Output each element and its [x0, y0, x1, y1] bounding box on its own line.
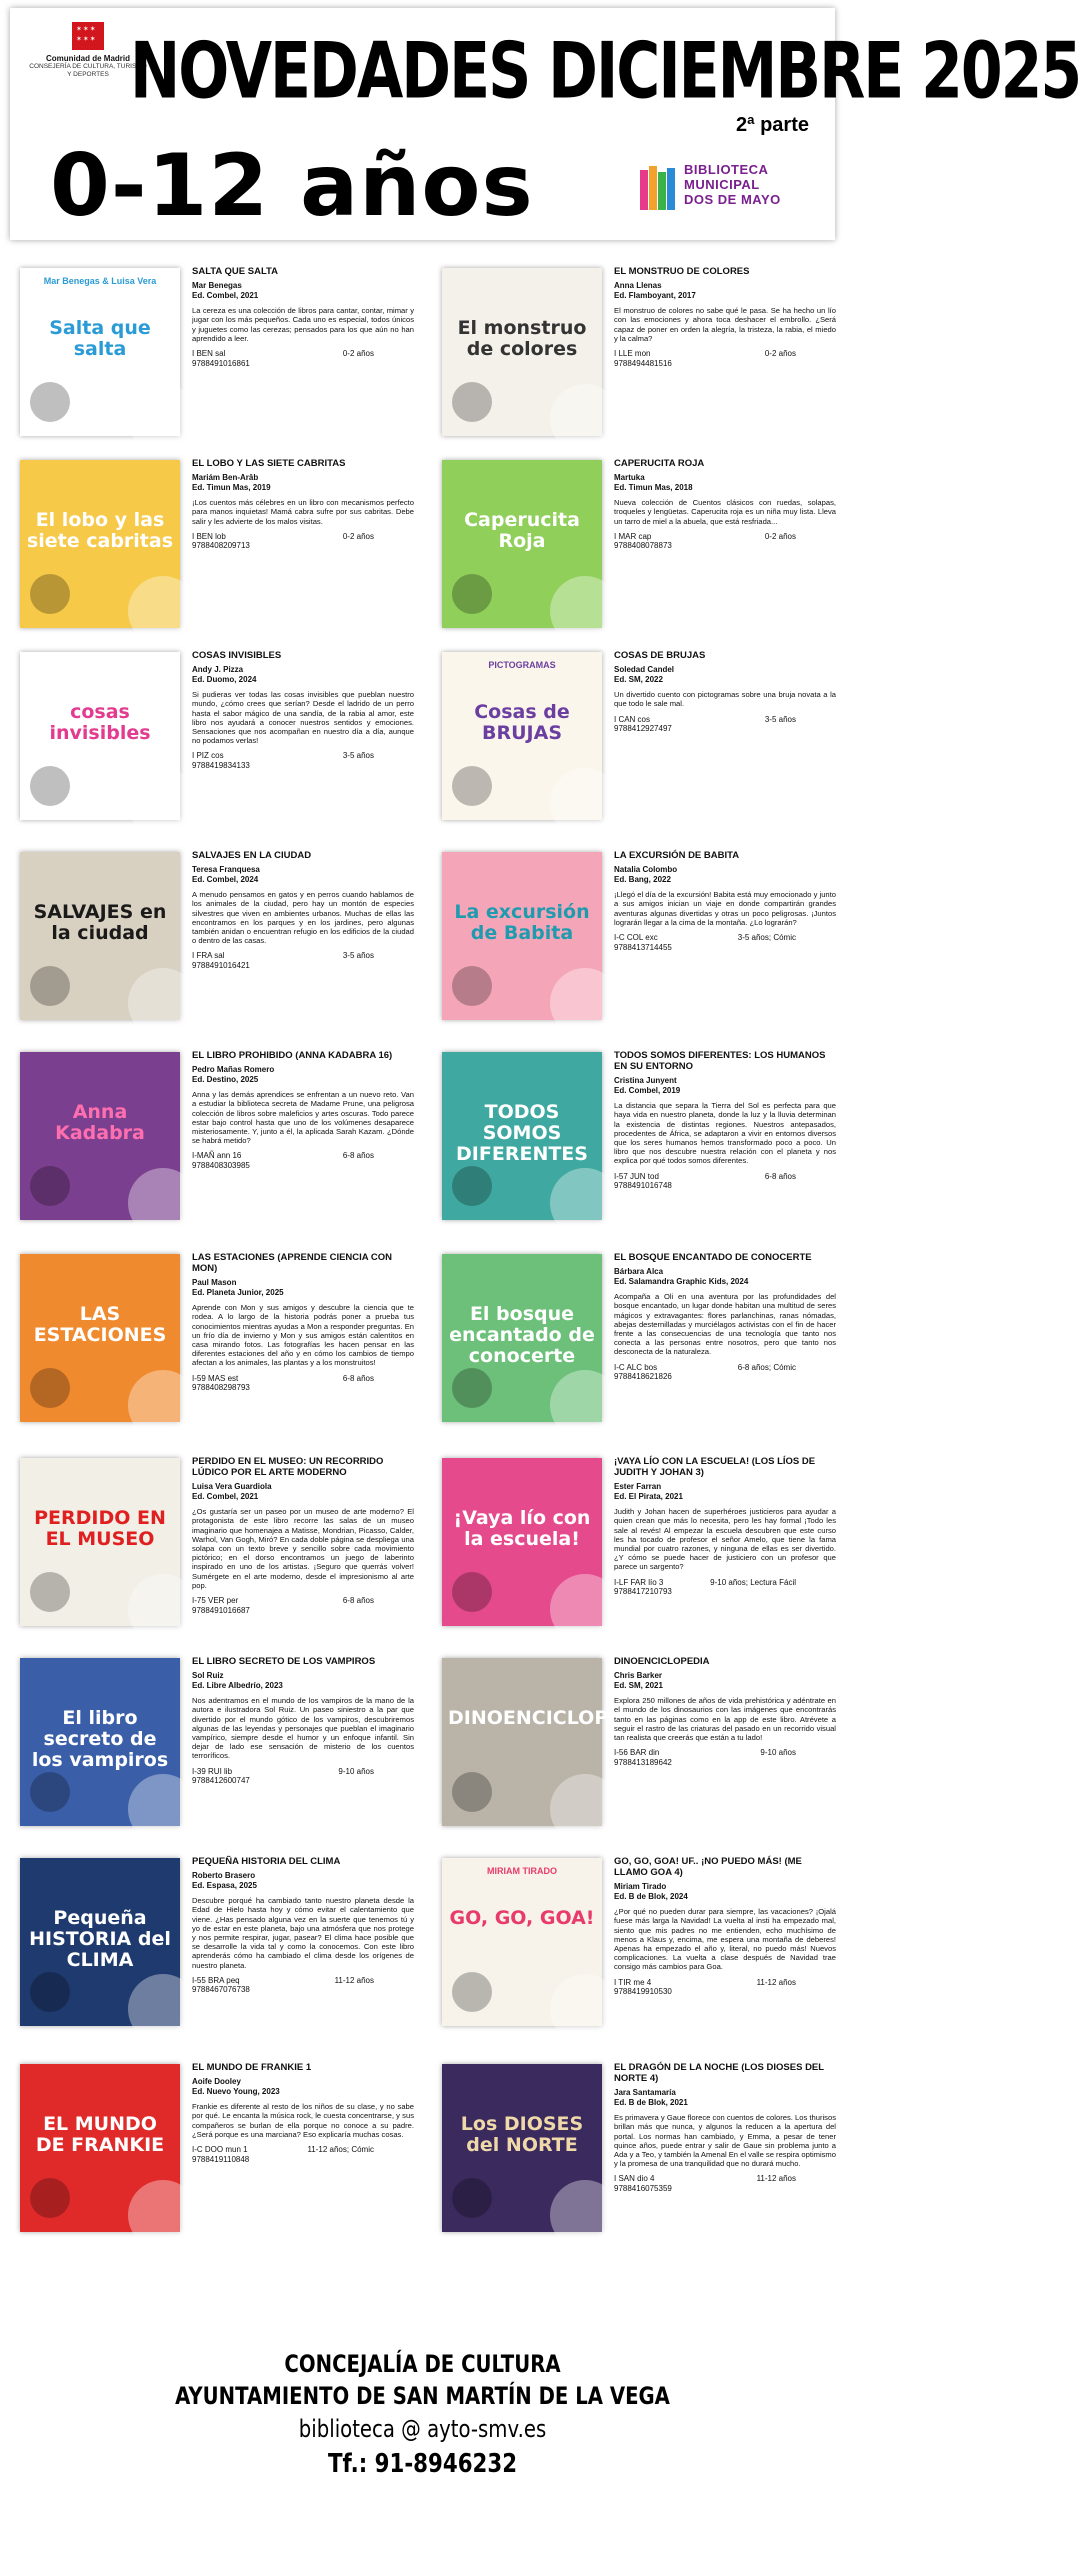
book-info [614, 1456, 836, 1597]
book-info [614, 1856, 836, 1997]
book-info [192, 2062, 414, 2164]
book-card [432, 262, 844, 454]
cover-title: DINOENCICLOPEDIA [448, 1707, 659, 1730]
footer-department: CONCEJALÍA DE CULTURA [284, 2350, 561, 2378]
book-description: Frankie es diferente al resto de los niños de su clase, y no sabe por qué. Le encanta la música rock, le cuesta concentrarse, y sus compañeros se burlan de ella porque no conoce a su padre. ¿Será porque es una marciana? Eso explicaría muchas cosas. [192, 2102, 414, 2139]
book-card [432, 1652, 844, 1844]
book-cover [442, 1458, 602, 1626]
book-isbn: 9788413189642 [614, 1757, 672, 1767]
book-cover [20, 1052, 180, 1220]
book-cover [442, 652, 602, 820]
cover-title: ¡Vaya lío con la escuela! [453, 1507, 591, 1551]
cover-title: Cosas de BRUJAS [474, 701, 570, 745]
book-publisher: Ed. Espasa, 2025 [192, 1880, 257, 1890]
book-title: EL BOSQUE ENCANTADO DE CONOCERTE [614, 1252, 812, 1263]
book-card [432, 1046, 844, 1238]
cover-title: El libro secreto de los vampiros [31, 1707, 169, 1772]
book-publisher: Ed. Combel, 2021 [192, 1491, 259, 1501]
book-card [432, 1452, 844, 1644]
book-cover [20, 268, 180, 436]
book-author: Mar Benegas [192, 281, 242, 290]
footer-council: AYUNTAMIENTO DE SAN MARTÍN DE LA VEGA [175, 2382, 670, 2410]
library-line1: BIBLIOTECA [684, 162, 769, 177]
book-info [192, 266, 414, 368]
book-call-number: I-75 VER per [192, 1596, 239, 1606]
book-card [432, 1852, 844, 2044]
book-age: 6-8 años [764, 1171, 796, 1181]
book-call-number: I-MAÑ ann 16 [192, 1151, 242, 1161]
book-call-number: I-LF FAR lío 3 [614, 1577, 664, 1587]
book-publisher: Ed. Planeta Junior, 2025 [192, 1287, 284, 1297]
book-publisher: Ed. Duomo, 2024 [192, 674, 257, 684]
book-title: PERDIDO EN EL MUSEO: UN RECORRIDO LÚDICO POR EL ARTE MODERNO [192, 1456, 384, 1478]
book-age: 9-10 años; Lectura Fácil [710, 1577, 796, 1587]
book-cover [442, 852, 602, 1020]
book-publisher: Ed. Nuevo Young, 2023 [192, 2086, 280, 2096]
book-author: Bárbara Alca [614, 1267, 664, 1276]
book-author: Martuka [614, 473, 645, 482]
cover-title: SALVAJES en la ciudad [33, 901, 167, 945]
book-cover [20, 460, 180, 628]
book-call-number: I-C DOO mun 1 [192, 2145, 248, 2154]
cover-title: cosas invisibles [49, 701, 151, 745]
book-author: Miriam Tirado [614, 1882, 667, 1891]
madrid-flag-icon: ✶✶✶ ✶✶✶ [72, 22, 104, 50]
book-age: 0-2 años [342, 531, 374, 541]
book-description: ¡Llegó el día de la excursión! Babita está muy emocionado y junto a sus amigos inician un viaje en donde compartirán grandes aventuras algunas divertidas y otras un poco peligrosas. ¡Juntos lograrán llegar a la cima de la montaña. ¿Lo lograrán? [614, 890, 836, 927]
book-title: EL LIBRO SECRETO DE LOS VAMPIROS [192, 1656, 376, 1667]
book-publisher: Ed. Bang, 2022 [614, 874, 671, 884]
book-info [614, 1050, 836, 1191]
book-card [432, 2058, 844, 2250]
book-info [614, 650, 836, 734]
book-description: Anna y las demás aprendices se enfrentan a un nuevo reto. Van a estudiar la biblioteca secreta de Madame Prune, una peligrosa colección de libros sobre maleficios y artes oscuras. Todo parece estar bajo control hasta que uno de los volúmenes desaparece misteriosamente. Y, junto a él, la aplicada Sarah Kazam. ¿Dónde se habrá metido? [192, 1090, 414, 1146]
book-description: ¡Los cuentos más célebres en un libro con mecanismos perfecto para manos inquietas! Mamá cabra sufre por sus cabritas. Debe salir y les advierte de los malos visitas. [192, 498, 414, 526]
book-call-number: I-39 RUI lib [192, 1766, 233, 1776]
book-info [192, 458, 414, 551]
book-info [192, 850, 414, 971]
book-publisher: Ed. Timun Mas, 2018 [614, 482, 693, 492]
book-author: Mariám Ben-Arâb [192, 473, 259, 482]
book-info [614, 266, 836, 368]
book-isbn: 9788408298793 [192, 1383, 250, 1393]
book-isbn: 9788416075359 [614, 2184, 672, 2193]
book-card [10, 1452, 422, 1644]
cover-title: El bosque encantado de conocerte [449, 1303, 595, 1368]
book-publisher: Ed. Timun Mas, 2019 [192, 482, 271, 492]
book-age: 6-8 años [342, 1373, 374, 1383]
book-isbn: 9788467076738 [192, 1985, 250, 1995]
book-description: La cereza es una colección de libros para cantar, contar, mimar y jugar con los más pequeños. Cada uno es especial, todos únicos y juguetes como las cerezas; pensados para los que aún no han aprendido a leer. [192, 306, 414, 343]
book-age: 9-10 años [760, 1748, 796, 1758]
book-cover [20, 1254, 180, 1422]
book-card [10, 1046, 422, 1238]
book-author: Teresa Franquesa [192, 865, 260, 874]
cover-title: TODOS SOMOS DIFERENTES [456, 1101, 588, 1166]
book-title: EL LIBRO PROHIBIDO (ANNA KADABRA 16) [192, 1050, 393, 1061]
book-publisher: Ed. El Pirata, 2021 [614, 1491, 683, 1501]
book-author: Andy J. Pizza [192, 665, 244, 674]
book-author: Jara Santamaría [614, 2088, 676, 2097]
book-title: LAS ESTACIONES (APRENDE CIENCIA CON MON) [192, 1252, 393, 1274]
book-card [10, 454, 422, 646]
book-isbn: 9788491016861 [192, 358, 250, 368]
book-author: Paul Mason [192, 1278, 237, 1287]
book-author: Ester Farran [614, 1482, 662, 1491]
book-title: EL MUNDO DE FRANKIE 1 [192, 2062, 312, 2073]
book-description: Un divertido cuento con pictogramas sobre una bruja novata a la que todo le sale mal. [614, 690, 836, 709]
book-isbn: 9788408209713 [192, 541, 250, 551]
book-card [432, 646, 844, 838]
book-cover [20, 2064, 180, 2232]
book-info [192, 1456, 414, 1615]
book-card [10, 1652, 422, 1844]
page-title: NOVEDADES DICIEMBRE 2025 [130, 26, 1080, 117]
book-author: Luisa Vera Guardiola [192, 1482, 272, 1491]
age-range: 0-12 años [50, 136, 534, 236]
book-description: A menudo pensamos en gatos y en perros cuando hablamos de los animales de la ciudad, pero hay un montón de especies silvestres que viven en ambientes urbanos. Muchas de ellas las encontramos en los parques y en los jardines, pero algunas también anidan o encuentran refugio en los edificios de la ciudad o dentro de las casas. [192, 890, 414, 946]
book-age: 9-10 años [338, 1766, 374, 1776]
book-isbn: 9788413714455 [614, 942, 672, 952]
book-isbn: 9788417210793 [614, 1587, 672, 1597]
book-call-number: I-59 MAS est [192, 1373, 239, 1383]
book-card [10, 846, 422, 1038]
cam-line1: Comunidad de Madrid [46, 54, 130, 63]
book-call-number: I-C COL exc [614, 933, 658, 942]
book-title: ¡VAYA LÍO CON LA ESCUELA! (LOS LÍOS DE JUDITH Y JOHAN 3) [614, 1456, 816, 1478]
cam-line2: CONSEJERÍA DE CULTURA, TURISMO Y DEPORTES [29, 63, 147, 78]
book-author: Roberto Brasero [192, 1871, 256, 1880]
book-isbn: 9788491016421 [192, 961, 250, 970]
book-description: Nueva colección de Cuentos clásicos con ruedas, solapas, troqueles y lengüetas. Caperucita roja es un niña muy lista. Lleva un tarro de miel a la abuela, que está resfriada... [614, 498, 836, 526]
cover-title: Caperucita Roja [464, 509, 580, 553]
book-title: EL MONSTRUO DE COLORES [614, 266, 750, 277]
header [10, 8, 1080, 240]
book-cover [442, 460, 602, 628]
book-description: Aprende con Mon y sus amigos y descubre la ciencia que te rodea. A lo largo de la historia podrás poner a prueba tus conocimientos mientras ayudas a Mon a responder preguntas. En un frío día de invierno y Mon y sus amigos están calentitos en casa mirando fotos. Las fotografías les hacen pensar en las diferentes estaciones del año y en cómo los cambios de tiempo afectan a los animales, las plantas y a los monstruitos! [192, 1303, 414, 1368]
book-age: 3-5 años [764, 714, 796, 724]
cover-title: El monstruo de colores [457, 317, 587, 361]
book-info [614, 1252, 836, 1382]
book-cover [20, 1858, 180, 2026]
book-publisher: Ed. SM, 2022 [614, 674, 663, 684]
book-description: Nos adentramos en el mundo de los vampiros de la mano de la autora e ilustradora Sol Ruiz. Un paseo siniestro a la par que divertido por el mundo gótico de los vampiros, descubriremos algunas de las leyendas y personajes que pueblan el imaginario vampírico, siempre desde el humor y un enfoque infantil. Sin dejar de lado ese sensación de misterio de los cuentos terroríficos. [192, 1696, 414, 1761]
book-description: El monstruo de colores no sabe qué le pasa. Se ha hecho un lío con las emociones y ahora toca deshacer el embrollo. ¿Será capaz de poner en orden la alegría, la tristeza, la rabia, el miedo y la calma? [614, 306, 836, 343]
book-publisher: Ed. Combel, 2024 [192, 874, 259, 884]
book-info [192, 1856, 414, 1995]
library-logo [638, 158, 818, 218]
book-card [10, 262, 422, 454]
book-cover [20, 1658, 180, 1826]
book-isbn: 9788419910530 [614, 1987, 672, 1997]
book-description: Judith y Johan hacen de superhéroes justicieros para ayudar a quien crean que más lo necesita, pero les hay formal ¡Todo les sale al revés! Al empezar la escuela descubren que este curso les ha tocado de profesor el señor Amelo, que tiene la fama mundial por cuatro razones, y ninguna de ellas es ser divertido. ¿Y cómo se puede hacer de justiciero con un profesor que parece un sargento? [614, 1507, 836, 1572]
book-call-number: I MAR cap [614, 531, 652, 541]
book-age: 11-12 años [756, 1977, 796, 1987]
book-isbn: 9788408303985 [192, 1161, 250, 1170]
book-cover [442, 2064, 602, 2232]
book-card [10, 646, 422, 838]
book-title: SALVAJES EN LA CIUDAD [192, 850, 312, 861]
book-publisher: Ed. Combel, 2019 [614, 1085, 681, 1095]
book-age: 11-12 años [756, 2174, 796, 2184]
book-call-number: I TIR me 4 [614, 1977, 652, 1987]
cover-title: Los DIOSES del NORTE [460, 2113, 584, 2157]
book-call-number: I SAN dio 4 [614, 2174, 655, 2184]
book-age: 6-8 años [342, 1596, 374, 1606]
footer-phone[interactable]: Tf.: 91-8946232 [327, 2449, 518, 2479]
book-cover [442, 268, 602, 436]
book-info [192, 1050, 414, 1171]
cover-title: El lobo y las siete cabritas [26, 509, 174, 553]
book-info [192, 1656, 414, 1786]
book-publisher: Ed. B de Blok, 2024 [614, 1891, 688, 1901]
book-isbn: 9788412600747 [192, 1776, 250, 1786]
book-publisher: Ed. Salamandra Graphic Kids, 2024 [614, 1276, 749, 1286]
part-label: 2ª parte [736, 114, 809, 136]
book-isbn: 9788408078873 [614, 541, 672, 551]
cover-title: Pequeña HISTORIA del CLIMA [29, 1907, 171, 1972]
cover-author: Mar Benegas & Luisa Vera [43, 276, 157, 286]
book-isbn: 9788418621826 [614, 1372, 672, 1382]
footer-email[interactable]: biblioteca @ ayto-smv.es [298, 2415, 547, 2443]
book-call-number: I PIZ cos [192, 751, 224, 761]
book-card [432, 454, 844, 646]
book-info [614, 2062, 836, 2194]
book-cover [442, 1858, 602, 2026]
book-card [10, 2058, 422, 2250]
book-title: CAPERUCITA ROJA [614, 458, 705, 469]
book-call-number: I-55 BRA peq [192, 1975, 240, 1985]
book-cover [20, 652, 180, 820]
book-description: Es primavera y Gaue florece con cuentos de colores. Los thurisos brillan más que nunca, y algunos la reducen a la apertura del portal. Los normas han cambiado, y Emma, a pesar de tener quince años, puede entrar y salir de Gaue sin problema junto a Ada y a Teo, y también la Amenal En el valle se respira optimismo y la promesa de una tranquilidad que no durará mucho. [614, 2113, 836, 2169]
book-author: Natalia Colombo [614, 865, 678, 874]
book-isbn: 9788419834133 [192, 761, 250, 770]
book-info [192, 650, 414, 771]
library-line3: DOS DE MAYO [684, 192, 781, 207]
book-description: ¿Os gustaría ser un paseo por un museo de arte moderno? El protagonista de este libro recorre las salas de un museo imaginario que homenajea a Matisse, Mondrian, Picasso, Calder, Warhol, Van Gogh, Miró? En cada doble página se despliega una solapa con un texto breve y sencillo sobre cada movimiento pictórico; en el dorso encontramos un juego de laberinto inspirado en uno de los artistas. ¡Seguro que querrás volver! Sumérgete en el arte moderno, desde el impresionismo al arte pop. [192, 1507, 414, 1590]
book-title: EL DRAGÓN DE LA NOCHE (LOS DIOSES DEL NORTE 4) [614, 2062, 824, 2084]
book-description: Acompaña a Oli en una aventura por las profundidades del bosque encantado, un lugar donde habitan una multitud de seres mágicos y extravagantes: flores parlanchinas, ranas nómadas, abejas desternilladas y murciélagos activistas con el fin de hacer frente a las consecuencias de una tecnología que tanto nos conecta a las personas entre nosotros, pero que tanto nos desconecta de la naturaleza. [614, 1292, 836, 1357]
cover-author: MIRIAM TIRADO [487, 1866, 557, 1876]
book-call-number: I CAN cos [614, 714, 651, 724]
book-description: Descubre porqué ha cambiado tanto nuestro planeta desde la Edad de Hielo hasta hoy y cómo evitar el calentamiento que viene. ¿Has pensado alguna vez en la suerte que tenemos tú y yo de estar en este planeta, bajo una atmósfera que nos protege y nos permite respirar, jugar, pasear? El clima hace posible que se desarrolle la vida tal y como la conocemos. Con este libro aprenderás cómo ha cambiado el clima desde los orígenes de nuestro planeta. [192, 1896, 414, 1970]
book-info [192, 1252, 414, 1393]
book-title: EL LOBO Y LAS SIETE CABRITAS [192, 458, 346, 469]
cover-author: PICTOGRAMAS [488, 660, 556, 670]
book-card [10, 1248, 422, 1440]
cover-title: PERDIDO EN EL MUSEO [34, 1507, 166, 1551]
cover-title: Anna Kadabra [55, 1101, 145, 1145]
book-call-number: I LLE mon [614, 349, 651, 358]
book-description: ¿Por qué no pueden durar para siempre, las vacaciones? ¡Ojalá fuese más larga la Navidad! La vuelta al insti ha empezado mal, siento que mis padres no me entienden, echo muchísimo de menos a Klaus y, encima, me espera una montaña de deberes! Apenas ha empezado el año y, literal, no puedo más! Nuevos complicaciones. La vuelta a clase después de Navidad trae consigo más cambios para Goa. [614, 1907, 836, 1972]
book-info [614, 1656, 836, 1767]
book-title: PEQUEÑA HISTORIA DEL CLIMA [192, 1856, 341, 1867]
book-cover [442, 1052, 602, 1220]
book-age: 6-8 años [342, 1151, 374, 1161]
book-title: COSAS INVISIBLES [192, 650, 282, 661]
cover-title: EL MUNDO DE FRANKIE [35, 2113, 165, 2157]
book-description: Explora 250 millones de años de vida prehistórica y adéntrate en el mundo de los dinosaurios con las imágenes que encontrarás tanto en las páginas como en la app de este libro. Atrévete a seguir el rastro de las criaturas del pasado en un recorrido visual tan realista que creerás que están a tu lado! [614, 1696, 836, 1742]
book-call-number: I FRA sal [192, 951, 225, 961]
book-call-number: I BEN lob [192, 531, 226, 541]
book-card [432, 846, 844, 1038]
book-call-number: I-57 JUN tod [614, 1171, 659, 1181]
book-author: Sol Ruiz [192, 1671, 224, 1680]
book-title: LA EXCURSIÓN DE BABITA [614, 850, 740, 861]
library-line2: MUNICIPAL [684, 177, 760, 192]
book-author: Pedro Mañas Romero [192, 1065, 275, 1074]
book-call-number: I BEN sal [192, 349, 226, 358]
book-publisher: Ed. B de Blok, 2021 [614, 2097, 688, 2107]
book-author: Chris Barker [614, 1671, 663, 1680]
book-isbn: 9788419110848 [192, 2154, 250, 2164]
book-publisher: Ed. SM, 2021 [614, 1680, 663, 1690]
book-author: Aoife Dooley [192, 2077, 241, 2086]
book-title: DINOENCICLOPEDIA [614, 1656, 710, 1667]
book-age: 0-2 años [764, 531, 796, 541]
book-author: Soledad Candel [614, 665, 675, 674]
book-call-number: I-56 BAR din [614, 1748, 660, 1758]
book-isbn: 9788491016687 [192, 1605, 250, 1615]
book-card [10, 1852, 422, 2044]
book-age: 11-12 años [334, 1975, 374, 1985]
book-title: COSAS DE BRUJAS [614, 650, 706, 661]
book-description: La distancia que separa la Tierra del Sol es perfecta para que haya vida en nuestro planeta, donde la luz y la lluvia determinan la existencia de distintas regiones. Nuestros antepasados, procedentes de África, se adaptaron a vivir en entornos diversos que los seres humanos hemos transformado poco a poco. Un libro que nos descubre nuestra relación con el planeta y nos explica por qué todos somos diferentes. [614, 1101, 836, 1166]
book-age: 3-5 años [342, 751, 374, 761]
book-isbn: 9788494481516 [614, 358, 672, 368]
cover-title: GO, GO, GOA! [449, 1907, 595, 1930]
book-call-number: I-C ALC bos [614, 1362, 658, 1372]
book-age: 11-12 años; Cómic [307, 2145, 374, 2154]
book-description: Si pudieras ver todas las cosas invisibles que pueblan nuestro mundo, ¿cómo crees que serían? Desde el ladrido de un perro hasta el sabor mágico de una sandía, de la rabia al amor, este libro nos ayudará a conocer nuestros sentidos y emociones. Sensaciones que nos acompañan en nuestro día a día, aunque no podamos verlas! [192, 690, 414, 746]
footer [0, 2348, 845, 2482]
book-age: 0-2 años [764, 349, 796, 358]
book-author: Anna Llenas [614, 281, 662, 290]
cover-title: Salta que salta [49, 317, 151, 361]
book-cover [442, 1254, 602, 1422]
book-info [614, 458, 836, 551]
book-publisher: Ed. Flamboyant, 2017 [614, 290, 696, 300]
book-isbn: 9788412927497 [614, 724, 672, 734]
book-cover [20, 852, 180, 1020]
book-age: 3-5 años; Cómic [737, 933, 796, 942]
book-publisher: Ed. Combel, 2021 [192, 290, 259, 300]
book-age: 0-2 años [342, 349, 374, 358]
book-title: GO, GO, GOA! UF.. ¡NO PUEDO MÁS! (ME LLAMO GOA 4) [614, 1856, 802, 1878]
book-info [614, 850, 836, 952]
book-title: TODOS SOMOS DIFERENTES: LOS HUMANOS EN SU ENTORNO [614, 1050, 826, 1072]
books-icon [638, 162, 680, 212]
book-cover [20, 1458, 180, 1626]
book-title: SALTA QUE SALTA [192, 266, 279, 277]
book-card [432, 1248, 844, 1440]
book-publisher: Ed. Destino, 2025 [192, 1074, 259, 1084]
cover-title: LAS ESTACIONES [33, 1303, 167, 1347]
book-author: Cristina Junyent [614, 1076, 677, 1085]
book-publisher: Ed. Libre Albedrío, 2023 [192, 1680, 283, 1690]
book-isbn: 9788491016748 [614, 1181, 672, 1191]
book-age: 3-5 años [342, 951, 374, 961]
book-age: 6-8 años; Cómic [737, 1362, 796, 1372]
cover-title: La excursión de Babita [454, 901, 590, 945]
